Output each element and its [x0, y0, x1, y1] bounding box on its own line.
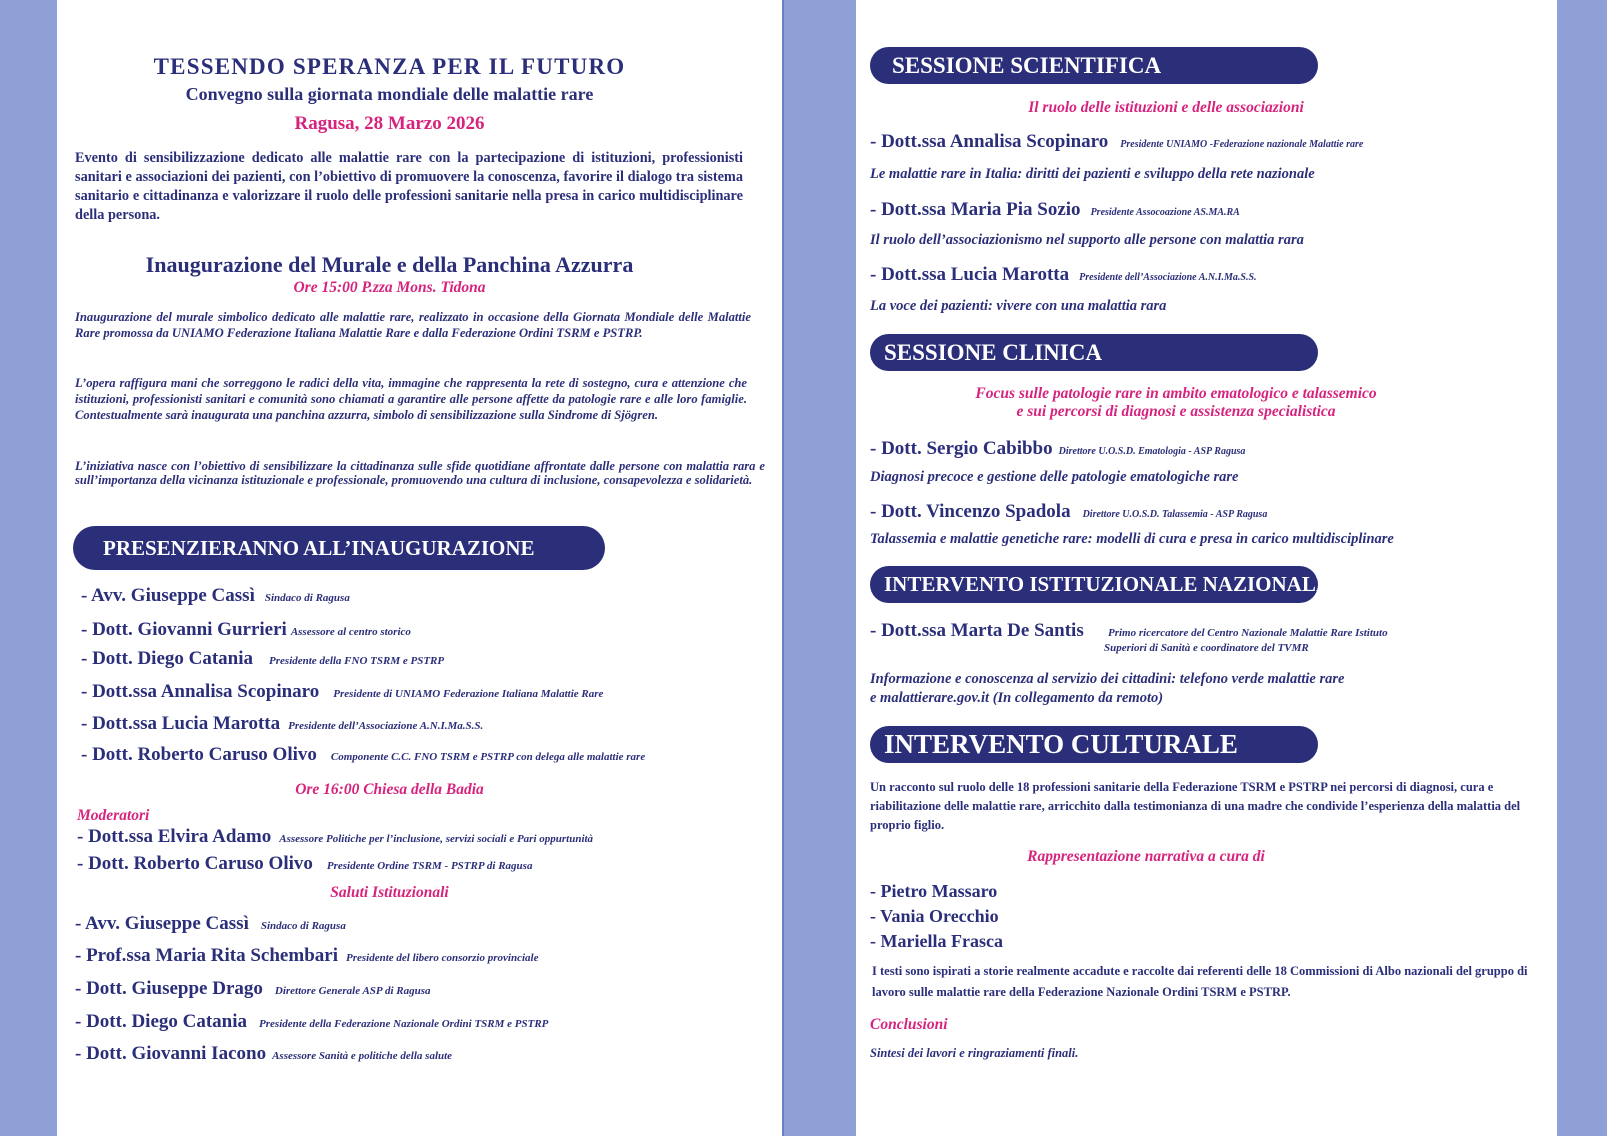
performer-item: - Pietro Massaro: [870, 881, 998, 901]
clinical-speaker: [870, 501, 1267, 523]
scientific-header: [870, 47, 1318, 84]
performer-item: - Vania Orecchio: [870, 906, 999, 926]
person-name: - Dott. Giuseppe Drago: [75, 978, 263, 999]
presence-item: [81, 713, 483, 735]
person-name: - Dott.ssa Lucia Marotta: [870, 264, 1070, 285]
scientific-speaker: [870, 264, 1257, 286]
right-margin-stripe: [1557, 0, 1607, 1136]
person-role: Presidente dell’Associazione A.N.I.Ma.S.S.: [1079, 272, 1257, 283]
scientific-talk: La voce dei pazienti: vivere con una malattia rara: [870, 298, 1167, 314]
scientific-talk: Il ruolo dell’associazionismo nel supporto alle persone con malattia rara: [870, 232, 1304, 248]
church-time: Ore 16:00 Chiesa della Badia: [295, 781, 484, 798]
center-fold-stripe: [782, 0, 856, 1136]
person-name: - Avv. Giuseppe Cassì: [81, 585, 255, 606]
person-role: Direttore U.O.S.D. Ematologia - ASP Ragusa: [1058, 446, 1246, 457]
clinical-header-label: SESSIONE CLINICA: [884, 339, 1102, 365]
greeting-item: [75, 1011, 548, 1033]
presence-item: [81, 681, 603, 703]
person-name: - Dott.ssa Annalisa Scopinaro: [81, 681, 320, 702]
person-role: Presidente UNIAMO -Federazione nazionale Malattie rare: [1120, 139, 1364, 150]
inauguration-paragraph-2: L’opera raffigura mani che sorreggono le radici della vita, immagine che rappresenta la rete di sostegno, cura e attenzione che istituzioni, professionisti sanitari e comunità sono chiamati a garantire alle persone affette da patologie rare e alle loro famiglie. Contestualmente sarà inaugurata una panchina azzurra, simbolo di sensibilizzazione sulla Sindrome di Sjögren.: [75, 376, 747, 422]
clinical-talk: Diagnosi precoce e gestione delle patologie ematologiche rare: [870, 469, 1239, 485]
national-talk-line-1: Informazione e conoscenza al servizio dei cittadini: telefono verde malattie rare: [870, 671, 1345, 687]
event-title: TESSENDO SPERANZA PER IL FUTURO: [153, 54, 626, 79]
person-role: Presidente del libero consorzio provinciale: [345, 952, 539, 964]
person-name: - Dott. Roberto Caruso Olivo: [81, 744, 317, 765]
cultural-header: [870, 726, 1318, 763]
moderators-label: Moderatori: [77, 807, 150, 824]
moderator-item: [77, 826, 593, 848]
person-name: - Dott. Giovanni Iacono: [75, 1043, 267, 1064]
person-role: Componente C.C. FNO TSRM e PSTRP con delega alle malattie rare: [330, 751, 646, 763]
presence-item: [81, 744, 645, 766]
person-role: Presidente Assocoazione AS.MA.RA: [1090, 207, 1240, 218]
person-role: Assessore Politiche per l’inclusione, servizi sociali e Pari oppurtunità: [279, 833, 594, 845]
clinical-subtitle-line-1: Focus sulle patologie rare in ambito ematologico e talassemico: [975, 385, 1377, 402]
person-name: - Dott. Roberto Caruso Olivo: [77, 853, 313, 874]
cultural-header-label: INTERVENTO CULTURALE: [884, 729, 1238, 759]
person-role: Presidente di UNIAMO Federazione Italiana Malattie Rare: [333, 688, 604, 700]
person-role: Assessore al centro storico: [290, 626, 411, 638]
inauguration-time: Ore 15:00 P.zza Mons. Tidona: [293, 279, 486, 296]
clinical-speaker: [870, 438, 1245, 460]
moderator-item: [77, 853, 532, 875]
presence-item: [81, 648, 444, 670]
person-name: - Dott.ssa Lucia Marotta: [81, 713, 281, 734]
greeting-item: [75, 945, 538, 967]
presence-item: [81, 585, 350, 607]
inauguration-paragraph-1: Inaugurazione del murale simbolico dedicato alle malattie rare, realizzato in occasione della Giornata Mondiale delle Malattie Rare promossa da UNIAMO Federazione Italiana Malattie Rare e dalla Federazione Ordini TSRM e PSTRP.: [75, 310, 751, 340]
clinical-subtitle-line-2: e sui percorsi di diagnosi e assistenza specialistica: [1016, 403, 1336, 420]
presence-header-label: PRESENZIERANNO ALL’INAUGURAZIONE: [103, 535, 535, 560]
person-role: Assessore Sanità e politiche della salute: [272, 1050, 453, 1062]
intro-paragraph: Evento di sensibilizzazione dedicato alle malattie rare con la partecipazione di istituzioni, professionisti sanitari e associazioni dei pazienti, con l’obiettivo di promuovere la conoscenza, favorire il dialogo tra sistema sanitario e cittadinanza e valorizzare il ruolo delle professioni sanitarie nella presa in carico multidisciplinare della persona.: [75, 150, 743, 223]
person-role: Sindaco di Ragusa: [260, 920, 346, 932]
person-name: - Dott. Diego Catania: [81, 648, 254, 669]
person-name: - Avv. Giuseppe Cassì: [75, 913, 249, 934]
person-name: - Dott. Vincenzo Spadola: [870, 501, 1071, 522]
left-margin-stripe: [0, 0, 57, 1136]
person-name: - Dott.ssa Maria Pia Sozio: [870, 199, 1081, 220]
person-name: - Dott.ssa Marta De Santis: [870, 620, 1084, 641]
person-role: Presidente dell’Associazione A.N.I.Ma.S.S.: [288, 720, 484, 732]
narrative-label: Rappresentazione narrativa a cura di: [1027, 848, 1265, 865]
greeting-item: [75, 913, 346, 935]
person-name: - Dott.ssa Annalisa Scopinaro: [870, 131, 1109, 152]
conclusions-label: Conclusioni: [870, 1016, 948, 1033]
national-role-line-1: Primo ricercatore del Centro Nazionale Malattie Rare Istituto: [1108, 627, 1388, 639]
scientific-talk: Le malattie rare in Italia: diritti dei pazienti e sviluppo della rete nazionale: [870, 166, 1315, 182]
event-date: Ragusa, 28 Marzo 2026: [294, 113, 485, 134]
presence-item: [81, 619, 411, 641]
national-header: [870, 566, 1330, 603]
person-name: - Dott.ssa Elvira Adamo: [77, 826, 272, 847]
cultural-paragraph: Un racconto sul ruolo delle 18 professioni sanitarie della Federazione TSRM e PSTRP nei percorsi di diagnosi, cura e riabilitazione delle malattie rare, arricchito dalla testimonianza di una madre che condivide l’esperienza della malattia del proprio figlio.: [870, 780, 1521, 832]
clinical-header: [870, 334, 1318, 371]
scientific-speaker: [870, 199, 1240, 221]
person-role: Direttore U.O.S.D. Talassemia - ASP Ragusa: [1082, 509, 1268, 520]
presence-header: [73, 526, 605, 570]
person-name: - Dott. Diego Catania: [75, 1011, 248, 1032]
person-role: Presidente della FNO TSRM e PSTRP: [269, 655, 445, 667]
clinical-talk: Talassemia e malattie genetiche rare: modelli di cura e presa in carico multidisciplinare: [870, 531, 1394, 547]
greetings-label: Saluti Istituzionali: [330, 884, 449, 901]
national-speaker: [870, 620, 1084, 642]
national-role-line-2: Superiori di Sanità e coordinatore del TVMR: [1104, 642, 1309, 654]
conclusions-text: Sintesi dei lavori e ringraziamenti finali.: [870, 1046, 1079, 1060]
greeting-item: [75, 1043, 452, 1065]
person-role: Sindaco di Ragusa: [264, 592, 350, 604]
inauguration-paragraph-3: L’iniziativa nasce con l’obiettivo di sensibilizzare la cittadinanza sulle sfide quotidiane affrontate dalle persone con malattia rara e sull’importanza della vicinanza istituzionale e professionale, promuovendo una cultura di inclusione, consapevolezza e solidarietà.: [75, 459, 765, 487]
inauguration-title: Inaugurazione del Murale e della Panchina Azzurra: [145, 252, 634, 277]
person-name: - Dott. Giovanni Gurrieri: [81, 619, 287, 640]
event-subtitle: Convegno sulla giornata mondiale delle malattie rare: [185, 84, 594, 104]
scientific-speaker: [870, 131, 1363, 153]
sources-paragraph: I testi sono ispirati a storie realmente accadute e raccolte dai referenti delle 18 Commissioni di Albo nazionali del gruppo di lavoro sulle malattie rare della Federazione Nazionale Ordini TSRM e PSTRP.: [872, 964, 1528, 999]
person-role: Direttore Generale ASP di Ragusa: [274, 985, 431, 997]
left-page: [57, 0, 782, 1136]
scientific-subtitle: Il ruolo delle istituzioni e delle associazioni: [1028, 99, 1304, 116]
person-role: Presidente della Federazione Nazionale Ordini TSRM e PSTRP: [259, 1018, 549, 1030]
greeting-item: [75, 978, 431, 1000]
right-page: [856, 0, 1557, 1136]
person-role: Presidente Ordine TSRM - PSTRP di Ragusa: [326, 860, 533, 872]
person-name: - Prof.ssa Maria Rita Schembari: [75, 945, 338, 966]
fold-line: [782, 0, 784, 1136]
national-talk-line-2: e malattierare.gov.it (In collegamento da remoto): [870, 690, 1164, 706]
performer-item: - Mariella Frasca: [870, 931, 1003, 951]
scientific-header-label: SESSIONE SCIENTIFICA: [892, 52, 1162, 78]
person-name: - Dott. Sergio Cabibbo: [870, 438, 1053, 459]
national-header-label: INTERVENTO ISTITUZIONALE NAZIONALE: [884, 572, 1330, 596]
